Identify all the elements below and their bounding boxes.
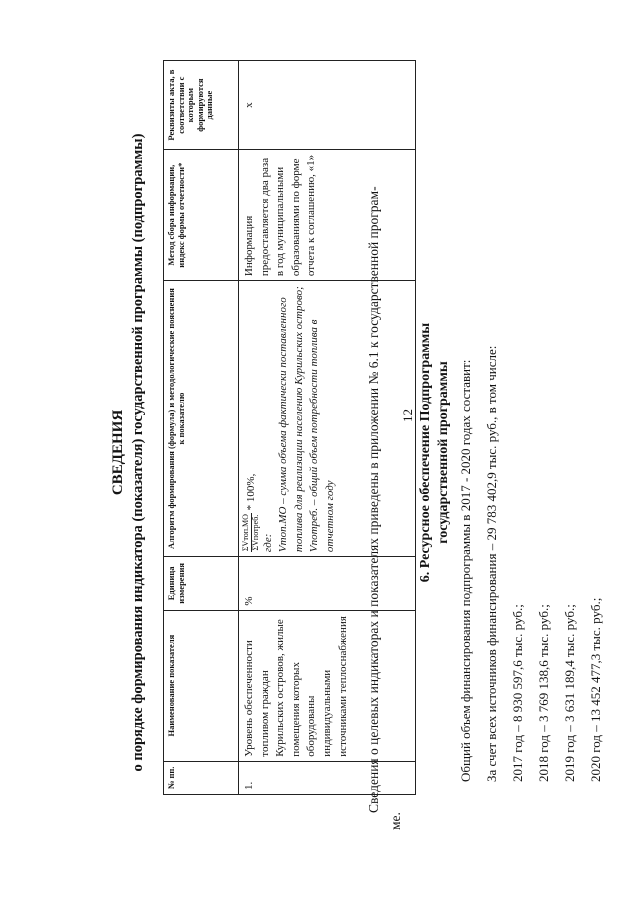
formula-multiplier: * 100%,	[244, 473, 257, 511]
cell-name: Уровень обеспеченности топливом граждан Курильских островов, жилые помещения которых оборудованы индивидуальными источниками теплоснабжения	[239, 610, 416, 761]
cell-unit: %	[239, 557, 416, 611]
formula-fraction	[242, 513, 261, 552]
formula-numerator: ΣVтоп.МО	[241, 514, 250, 552]
section-heading: 6. Ресурсное обеспечение Подпрограммы	[418, 322, 433, 583]
table-header-row	[164, 61, 239, 795]
funding-total-paragraph: Общий объем финансирования подпрограммы в 2017 - 2020 годах составит:	[458, 359, 473, 782]
formula-where: где:	[261, 533, 274, 553]
header-no: № пп.	[164, 761, 239, 794]
funding-year-2020: 2020 год – 13 452 477,3 тыс. руб.;	[588, 597, 603, 782]
formula-definition-1: Vтоп.МО – сумма объема фактически поставленного топлива для реализации населению Курильских острово;	[277, 286, 305, 553]
formula	[242, 285, 261, 552]
cell-requisites: х	[239, 61, 416, 150]
note-line-2: ме.	[388, 812, 404, 830]
funding-year-2018: 2018 год – 3 769 138,6 тыс. руб.;	[536, 604, 551, 782]
header-unit: Единица измерения	[164, 557, 239, 611]
page-number: 12	[400, 409, 415, 422]
header-algorithm: Алгоритм формирования (формула) и методологические пояснения к показателю	[164, 281, 239, 557]
formula-denominator: ΣVпотреб.	[250, 514, 260, 551]
header-requisites: Реквизиты акта, в соответствии с которым формируются данные	[164, 61, 239, 150]
header-name: Наименование показателя	[164, 610, 239, 761]
funding-year-2017: 2017 год – 8 930 597,6 тыс. руб.;	[510, 604, 525, 782]
funding-sources-paragraph: За счет всех источников финансирования – 29 783 402,9 тыс. руб., в том числе:	[484, 345, 499, 782]
cell-method: Информация предоставляется два раза в год муниципальными образованиями по форме отчета к соглашению, «1»	[239, 150, 416, 281]
section-subheading: государственной программы	[436, 361, 451, 544]
indicators-note	[363, 13, 408, 830]
note-line-1: Сведения о целевых индикаторах и показателях приведены в приложении № 6.1 к государственной програм-	[366, 186, 381, 813]
cell-no: 1.	[239, 761, 416, 794]
formula-definition-2: Vпотреб. – общий объем потребности топлива в отчетном году	[308, 319, 337, 553]
document-subtitle: о порядке формирования индикатора (показателя) государственной программы (подпрограммы)	[130, 133, 146, 772]
document-title: СВЕДЕНИЯ	[110, 409, 126, 496]
funding-year-2019: 2019 год – 3 631 189,4 тыс. руб.;	[562, 604, 577, 782]
header-method: Метод сбора информации, индекс формы отчетности*	[164, 150, 239, 281]
